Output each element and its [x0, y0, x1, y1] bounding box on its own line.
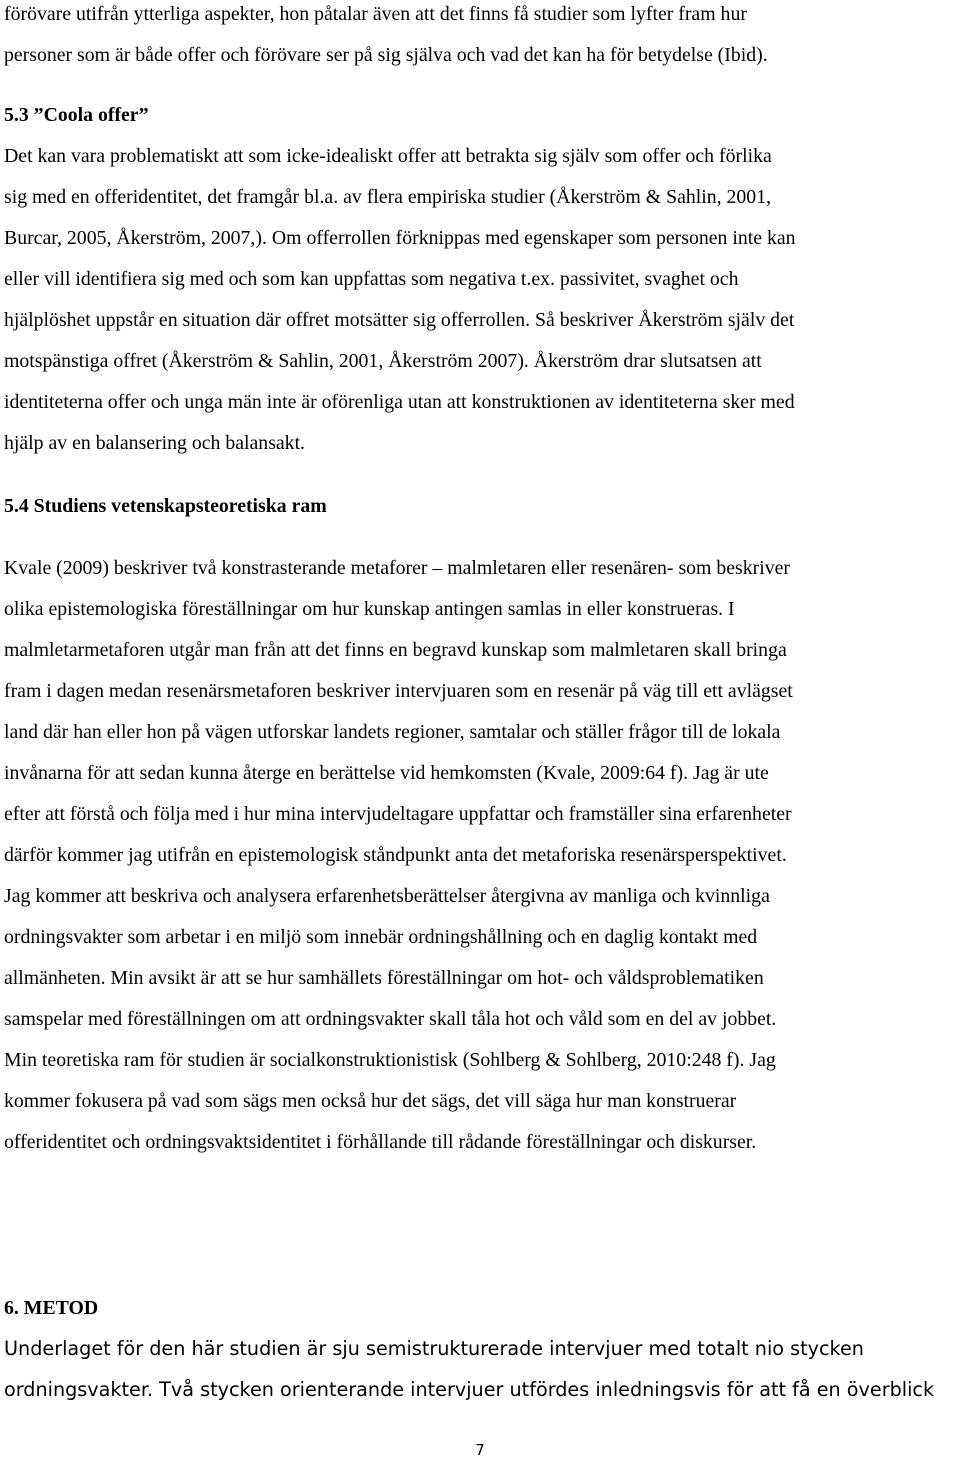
- body-text-line: allmänheten. Min avsikt är att se hur samhällets föreställningar om hot- och våldsproblematiken: [4, 967, 764, 989]
- page-number: 7: [475, 1441, 485, 1459]
- body-text-line: kommer fokusera på vad som sägs men också hur det sägs, det vill säga hur man konstruerar: [4, 1090, 737, 1112]
- body-text-line: fram i dagen medan resenärsmetaforen beskriver intervjuaren som en resenär på väg till ett avlägset: [4, 680, 793, 702]
- body-text-line: samspelar med föreställningen om att ordningsvakter skall tåla hot och våld som en del av jobbet.: [4, 1008, 777, 1030]
- body-text-line: förövare utifrån ytterliga aspekter, hon påtalar även att det finns få studier som lyfter fram hur: [4, 3, 747, 25]
- body-text-line: personer som är både offer och förövare ser på sig själva och vad det kan ha för betydelse (Ibid).: [4, 44, 768, 66]
- body-text-line: malmletarmetaforen utgår man från att det finns en begravd kunskap som malmletaren skall bringa: [4, 639, 787, 661]
- body-text-line: Kvale (2009) beskriver två konstrasterande metaforer – malmletaren eller resenären- som beskriver: [4, 557, 790, 579]
- section-heading-6: 6. METOD: [4, 1297, 99, 1319]
- body-text-line: offeridentitet och ordningsvaktsidentitet i förhållande till rådande föreställningar och diskurser.: [4, 1131, 757, 1153]
- body-text-line: sig med en offeridentitet, det framgår bl.a. av flera empiriska studier (Åkerström & Sahlin, 2001,: [4, 186, 772, 208]
- body-text-line: Underlaget för den här studien är sju semistrukturerade intervjuer med totalt nio stycken: [4, 1337, 864, 1360]
- body-text-line: efter att förstå och följa med i hur mina intervjudeltagare uppfattar och framställer sina erfarenheter: [4, 803, 792, 825]
- body-text-line: olika epistemologiska föreställningar om hur kunskap antingen samlas in eller konstrueras. I: [4, 598, 735, 620]
- body-text-line: ordningsvakter som arbetar i en miljö som innebär ordningshållning och en daglig kontakt med: [4, 926, 758, 948]
- body-text-line: invånarna för att sedan kunna återge en berättelse vid hemkomsten (Kvale, 2009:64 f). Jag är ute: [4, 762, 769, 784]
- body-text-line: Det kan vara problematiskt att som icke-idealiskt offer att betrakta sig själv som offer och förlika: [4, 145, 772, 167]
- body-text-line: hjälplöshet uppstår en situation där offret motsätter sig offerrollen. Så beskriver Åkerström själv det: [4, 309, 795, 331]
- body-text-line: Min teoretiska ram för studien är socialkonstruktionistisk (Sohlberg & Sohlberg, 2010:248 f). Jag: [4, 1049, 776, 1071]
- body-text-line: därför kommer jag utifrån en epistemologisk ståndpunkt anta det metaforiska resenärsperspektivet.: [4, 844, 787, 866]
- body-text-line: ordningsvakter. Två stycken orienterande intervjuer utfördes inledningsvis för att få en överblick: [4, 1378, 935, 1401]
- body-text-line: identiteterna offer och unga män inte är oförenliga utan att konstruktionen av identiteterna sker med: [4, 391, 795, 413]
- body-text-line: motspänstiga offret (Åkerström & Sahlin, 2001, Åkerström 2007). Åkerström drar slutsatsen att: [4, 350, 762, 372]
- body-text-line: hjälp av en balansering och balansakt.: [4, 432, 306, 454]
- body-text-line: eller vill identifiera sig med och som kan uppfattas som negativa t.ex. passivitet, svaghet och: [4, 268, 739, 290]
- section-heading-5-3: 5.3 ”Coola offer”: [4, 104, 149, 126]
- body-text-line: land där han eller hon på vägen utforskar landets regioner, samtalar och ställer frågor till de lokala: [4, 721, 781, 743]
- body-text-line: Burcar, 2005, Åkerström, 2007,). Om offerrollen förknippas med egenskaper som personen inte kan: [4, 227, 796, 249]
- body-text-line: Jag kommer att beskriva och analysera erfarenhetsberättelser återgivna av manliga och kvinnliga: [4, 885, 770, 907]
- section-heading-5-4: 5.4 Studiens vetenskapsteoretiska ram: [4, 495, 327, 517]
